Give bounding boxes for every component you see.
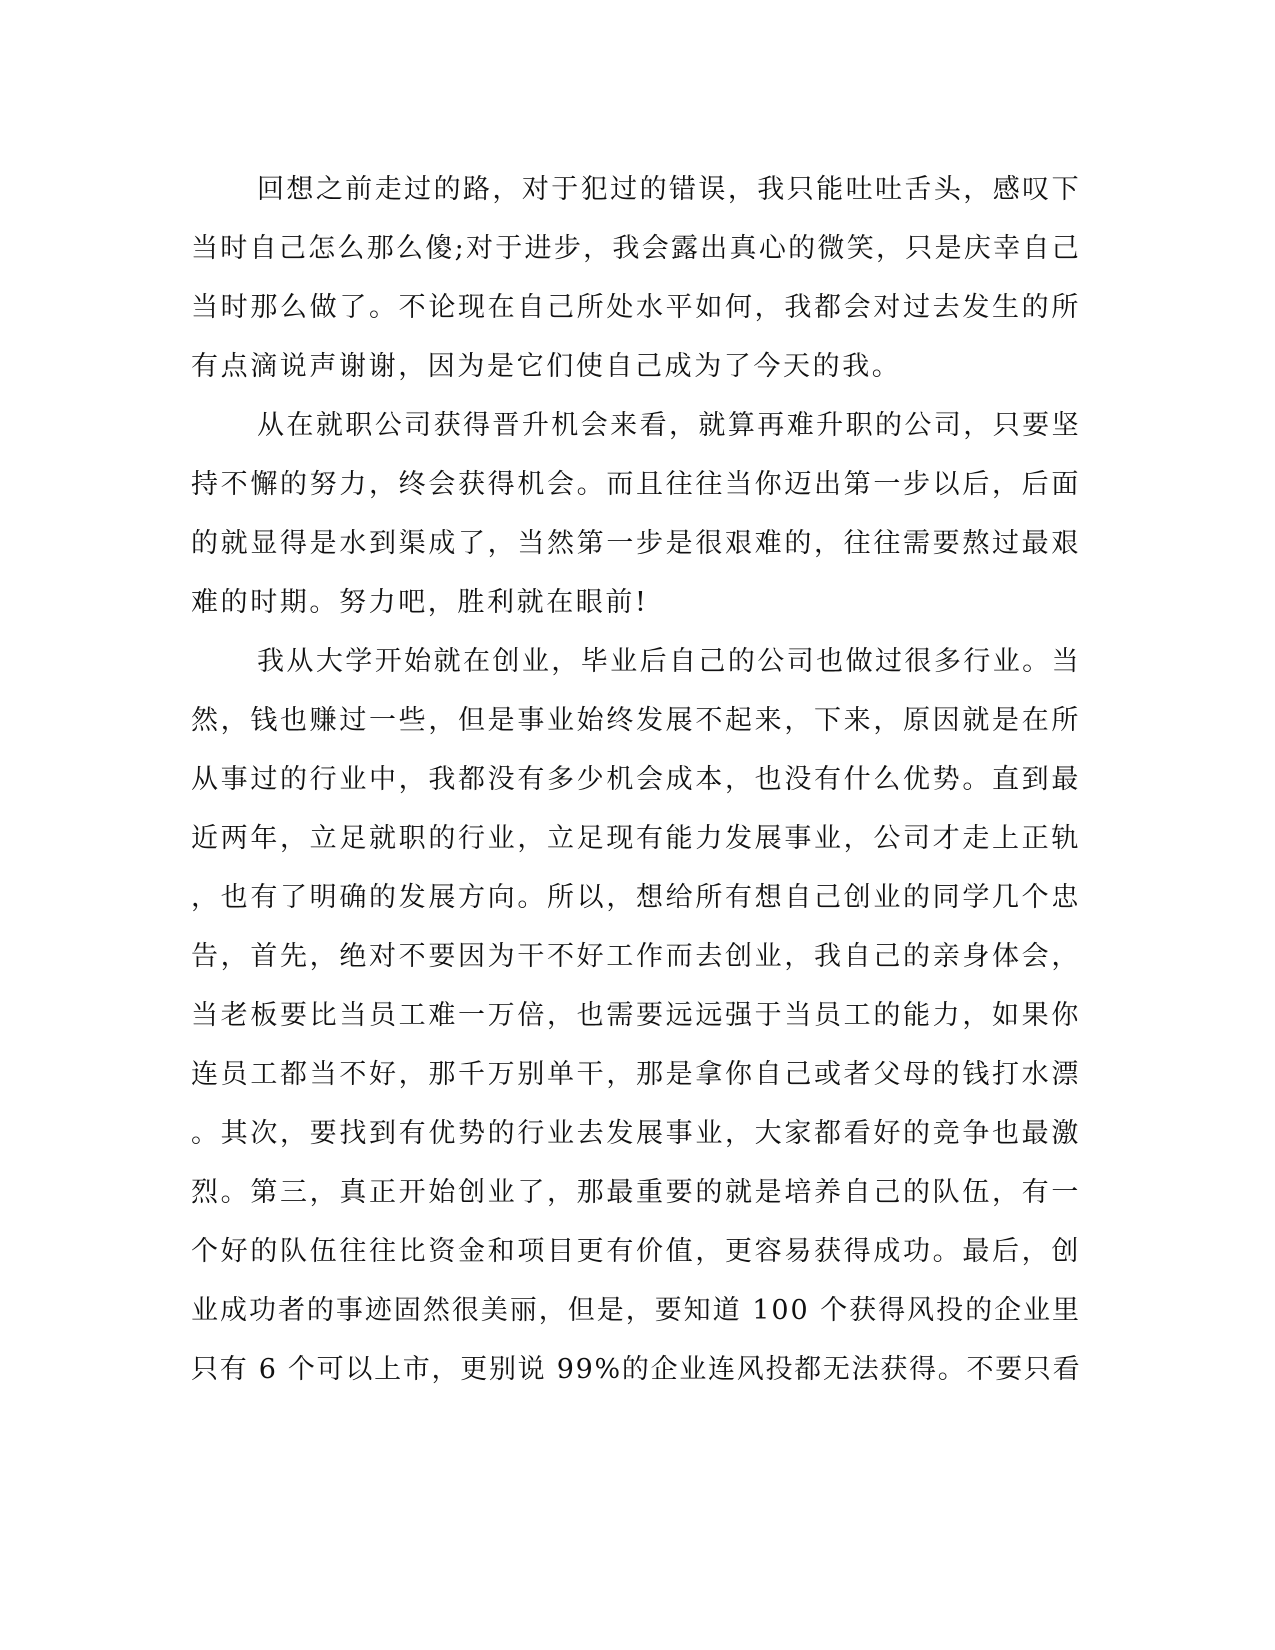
text-line: 业成功者的事迹固然很美丽，但是，要知道 100 个获得风投的企业里 — [191, 1295, 1081, 1326]
text-line: 连员工都当不好，那千万别单干，那是拿你自己或者父母的钱打水漂 — [191, 1059, 1081, 1090]
text-line: 从事过的行业中，我都没有多少机会成本，也没有什么优势。直到最 — [191, 764, 1081, 795]
text-line: 我从大学开始就在创业，毕业后自己的公司也做过很多行业。当 — [257, 646, 1081, 677]
text-line: 当时那么做了。不论现在自己所处水平如何，我都会对过去发生的所 — [191, 292, 1081, 323]
text-line: 然，钱也赚过一些，但是事业始终发展不起来，下来，原因就是在所 — [191, 705, 1081, 736]
text-line: 回想之前走过的路，对于犯过的错误，我只能吐吐舌头，感叹下 — [257, 174, 1081, 205]
document-body — [191, 160, 1081, 1399]
text-line: 当老板要比当员工难一万倍，也需要远远强于当员工的能力，如果你 — [191, 1000, 1081, 1031]
text-line: 告，首先，绝对不要因为干不好工作而去创业，我自己的亲身体会， — [191, 941, 1081, 972]
text-line: 难的时期。努力吧，胜利就在眼前! — [191, 587, 649, 618]
text-line: 从在就职公司获得晋升机会来看，就算再难升职的公司，只要坚 — [257, 410, 1081, 441]
text-line: 的就显得是水到渠成了，当然第一步是很艰难的，往往需要熬过最艰 — [191, 528, 1081, 559]
text-line: 持不懈的努力，终会获得机会。而且往往当你迈出第一步以后，后面 — [191, 469, 1081, 500]
text-line: 。其次，要找到有优势的行业去发展事业，大家都看好的竞争也最激 — [191, 1118, 1081, 1149]
text-line: 近两年，立足就职的行业，立足现有能力发展事业，公司才走上正轨 — [191, 823, 1081, 854]
text-line: 个好的队伍往往比资金和项目更有价值，更容易获得成功。最后，创 — [191, 1236, 1081, 1267]
text-line: 当时自己怎么那么傻;对于进步，我会露出真心的微笑，只是庆幸自己 — [191, 233, 1081, 264]
text-line: 烈。第三，真正开始创业了，那最重要的就是培养自己的队伍，有一 — [191, 1177, 1081, 1208]
text-line: 只有 6 个可以上市，更别说 99%的企业连风投都无法获得。不要只看 — [191, 1354, 1081, 1385]
text-line: 有点滴说声谢谢，因为是它们使自己成为了今天的我。 — [191, 351, 902, 382]
text-line: ，也有了明确的发展方向。所以，想给所有想自己创业的同学几个忠 — [191, 882, 1081, 913]
